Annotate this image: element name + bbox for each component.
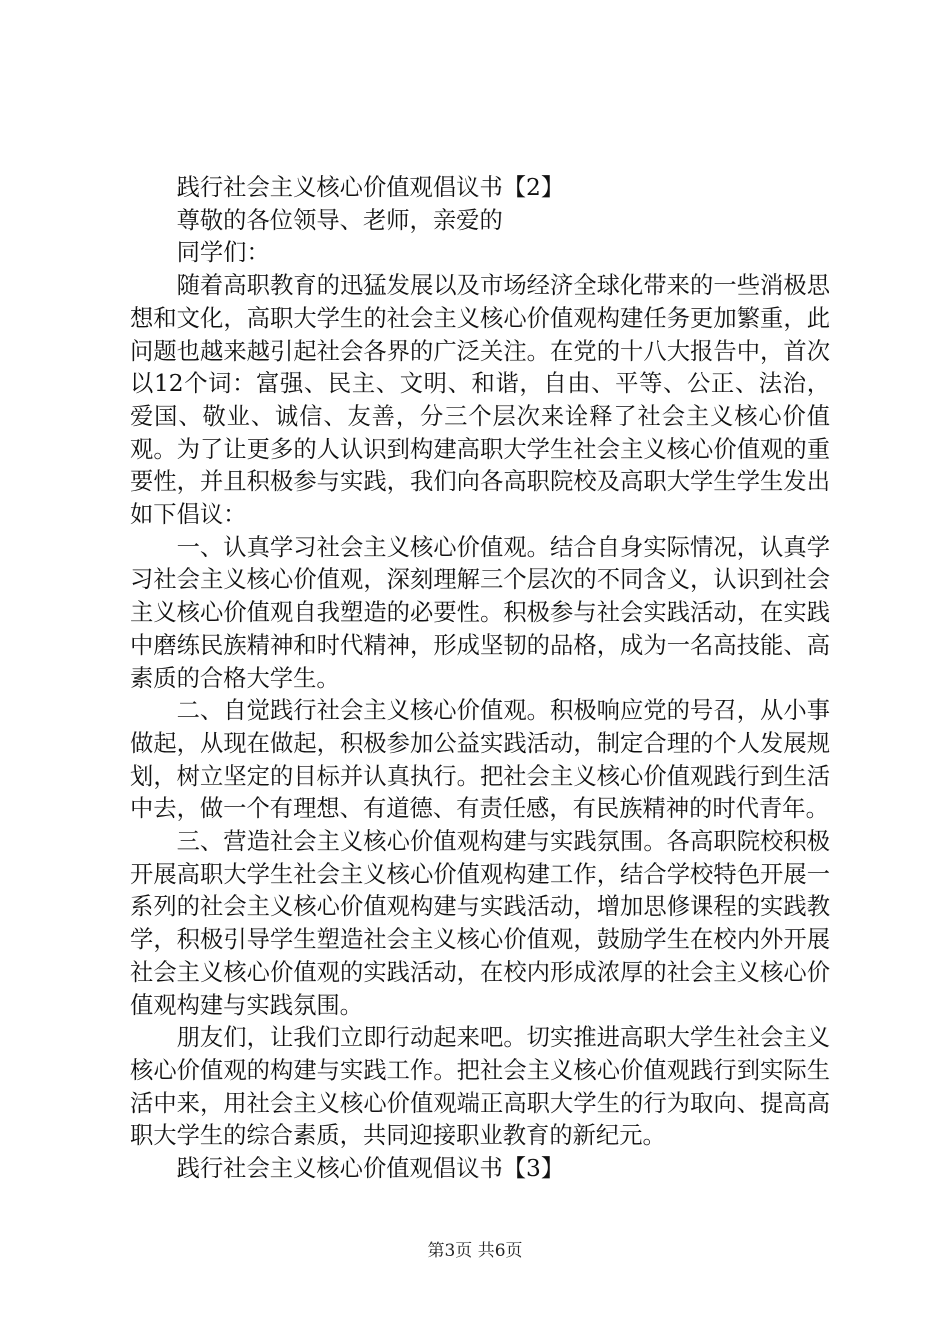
- paragraph-point-3: 三、营造社会主义核心价值观构建与实践氛围。各高职院校积极开展高职大学生社会主义核心价值观构建工作，结合学校特色开展一系列的社会主义核心价值观构建与实践活动，增加思修课程的实践教学，积极引导学生塑造社会主义核心价值观，鼓励学生在校内外开展社会主义核心价值观的实践活动，在校内形成浓厚的社会主义核心价值观构建与实践氛围。: [130, 828, 830, 1019]
- section-title-3: 践行社会主义核心价值观倡议书【3】: [176, 1155, 565, 1183]
- section-title-2: 践行社会主义核心价值观倡议书【2】: [176, 174, 565, 201]
- paragraph-point-1: 一、认真学习社会主义核心价值观。结合自身实际情况，认真学习社会主义核心价值观，深刻理解三个层次的不同含义，认识到社会主义核心价值观自我塑造的必要性。积极参与社会实践活动，在实践中磨练民族精神和时代精神，形成坚韧的品格，成为一名高技能、高素质的合格大学生。: [130, 533, 830, 692]
- page-number: 第3页 共6页: [427, 1241, 523, 1261]
- document-body: [130, 172, 830, 1186]
- paragraph-closing: 朋友们，让我们立即行动起来吧。切实推进高职大学生社会主义核心价值观的构建与实践工作。把社会主义核心价值观践行到实际生活中来，用社会主义核心价值观端正高职大学生的行为取向、提高高职大学生的综合素质，共同迎接职业教育的新纪元。: [130, 1024, 830, 1150]
- salutation-line-1: 尊敬的各位领导、老师，亲爱的: [176, 206, 503, 234]
- page-footer: [0, 1240, 950, 1262]
- salutation-line-2: 同学们：: [176, 239, 270, 267]
- paragraph-point-2: 二、自觉践行社会主义核心价值观。积极响应党的号召，从小事做起，从现在做起，积极参加公益实践活动，制定合理的个人发展规划，树立坚定的目标并认真执行。把社会主义核心价值观践行到生活中去，做一个有理想、有道德、有责任感，有民族精神的时代青年。: [130, 697, 830, 823]
- paragraph-intro: 随着高职教育的迅猛发展以及市场经济全球化带来的一些消极思想和文化，高职大学生的社会主义核心价值观构建任务更加繁重，此问题也越来越引起社会各界的广泛关注。在党的十八大报告中，首次以12个词：富强、民主、文明、和谐，自由、平等、公正、法治，爱国、敬业、诚信、友善，分三个层次来诠释了社会主义核心价值观。为了让更多的人认识到构建高职大学生社会主义核心价值观的重要性，并且积极参与实践，我们向各高职院校及高职大学生学生发出如下倡议：: [130, 272, 830, 529]
